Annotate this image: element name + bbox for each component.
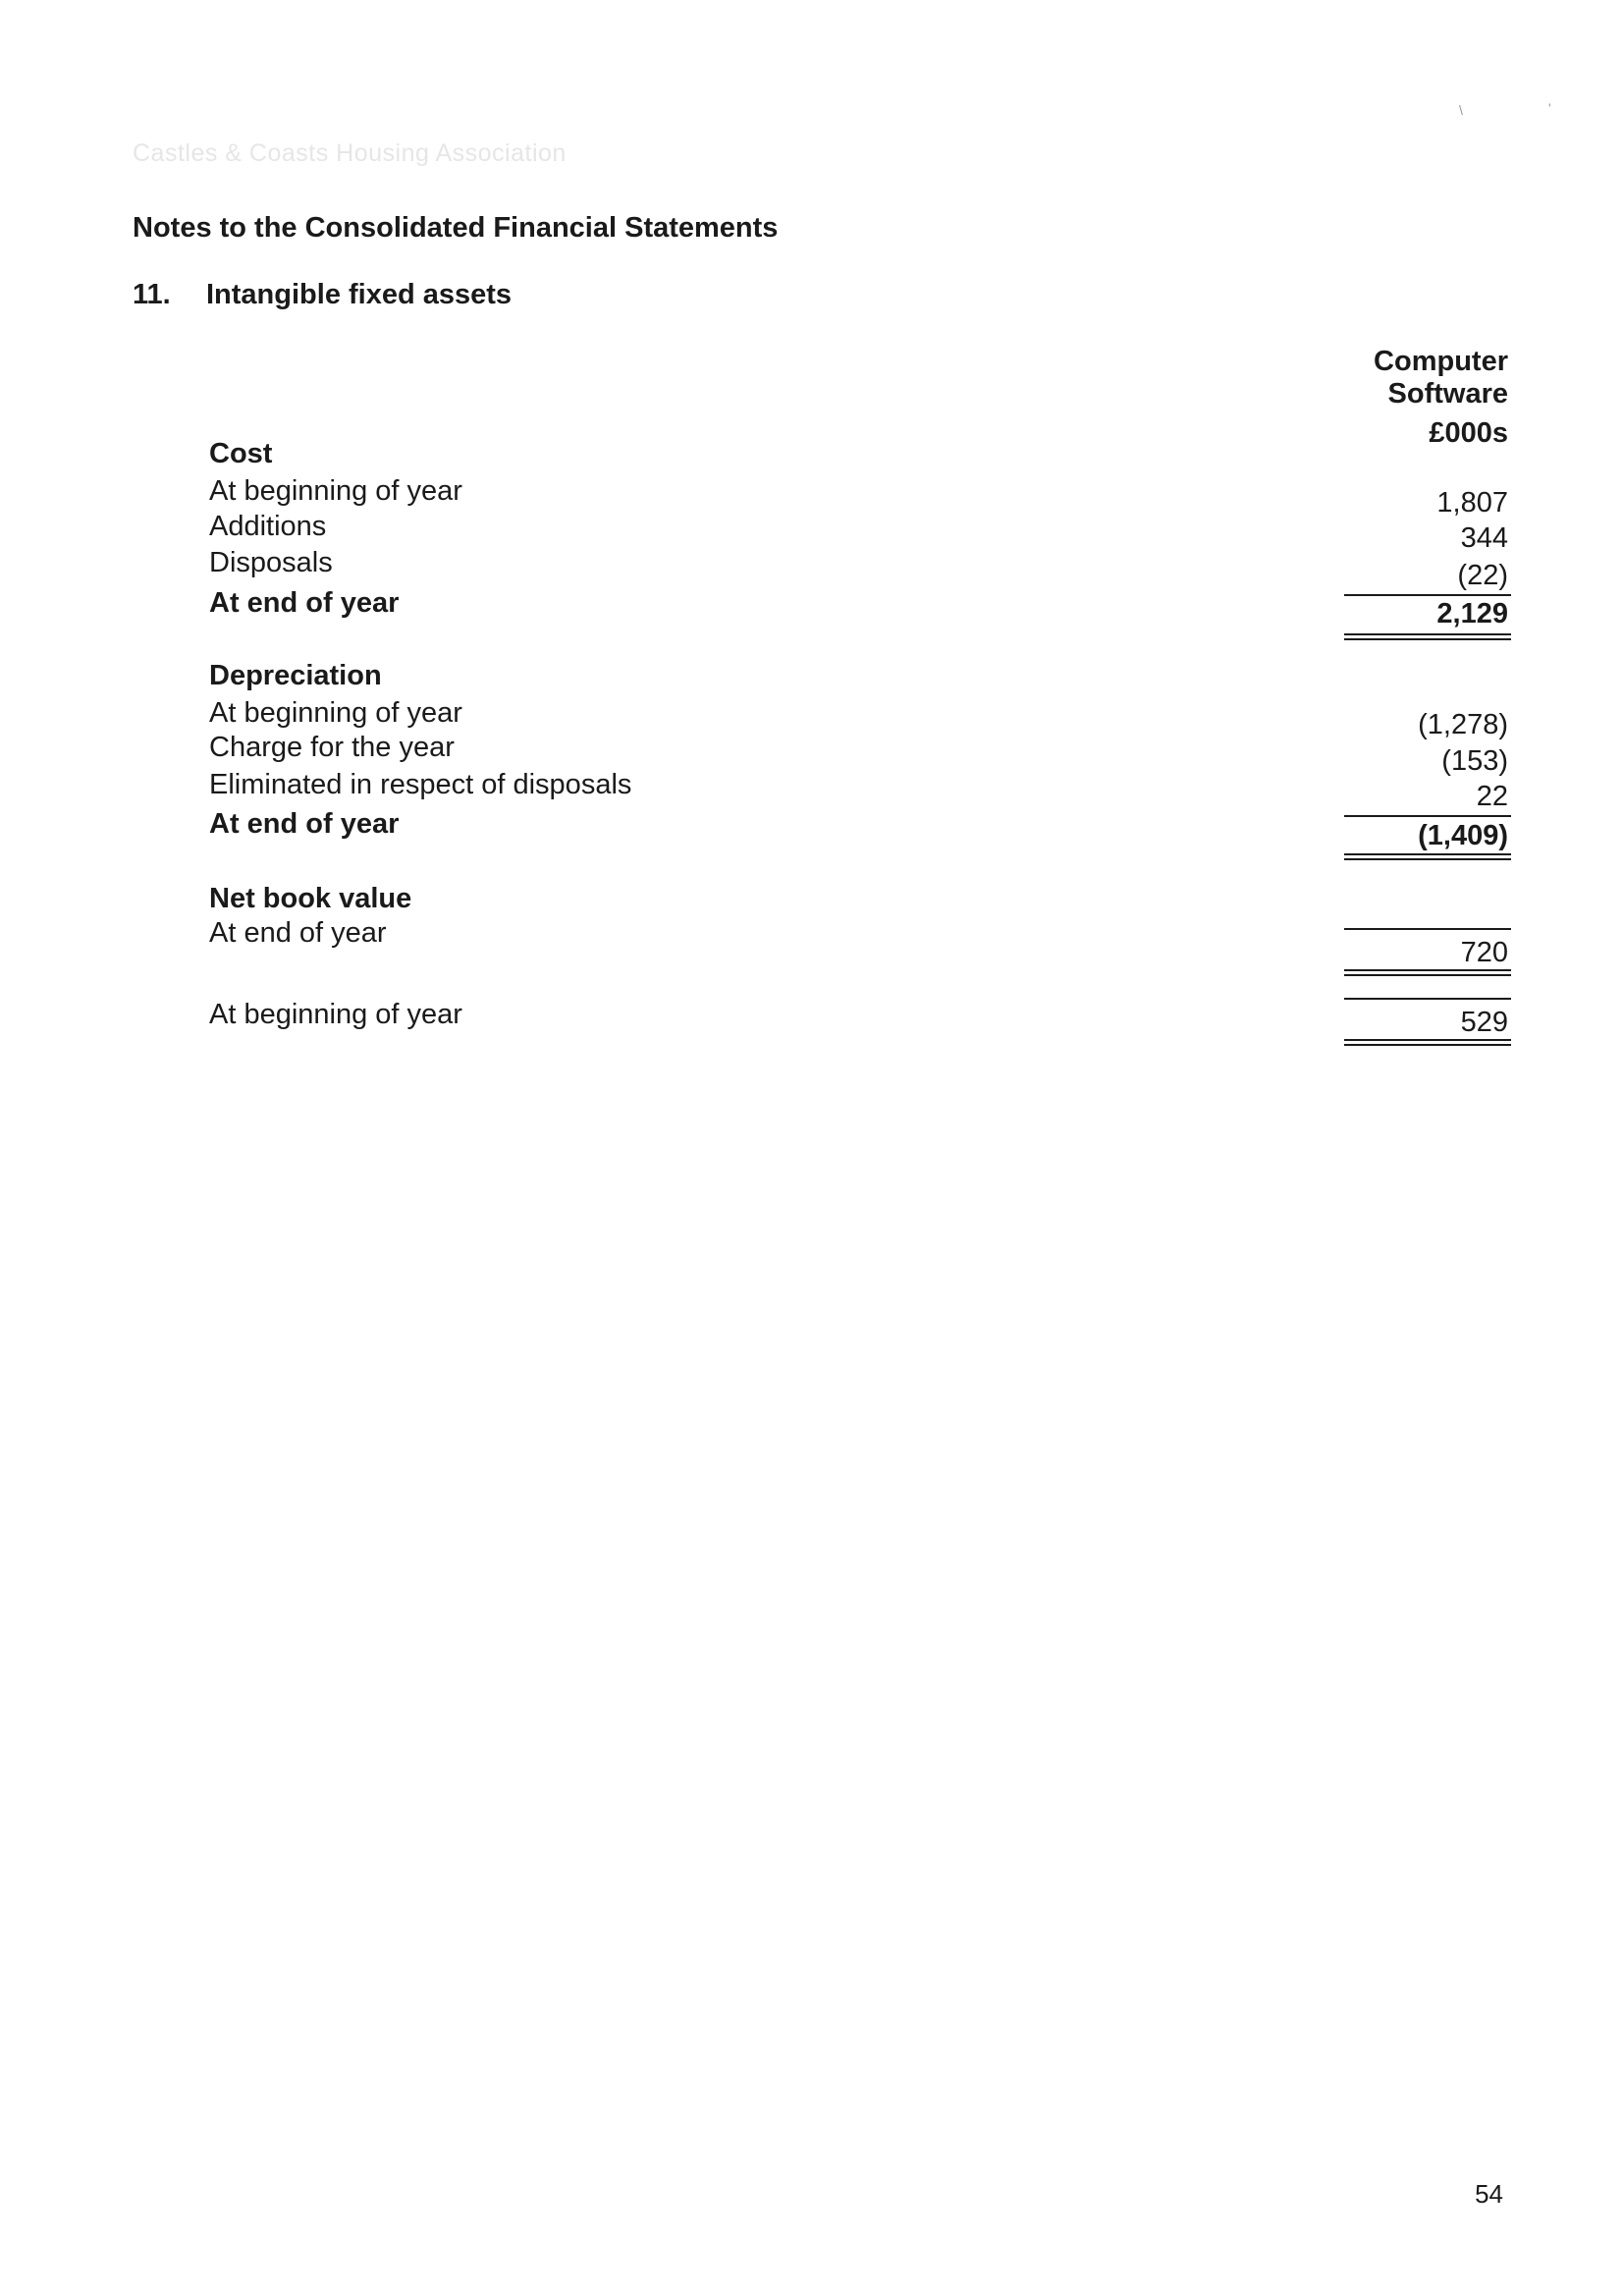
subtotal-rule <box>1344 998 1511 1000</box>
depreciation-row-value: (1,278) <box>1418 709 1508 740</box>
total-rule <box>1344 969 1511 971</box>
column-header-line2: Software <box>1387 378 1508 410</box>
total-rule <box>1344 853 1511 855</box>
cost-row-value: 344 <box>1460 522 1508 554</box>
depreciation-total-value: (1,409) <box>1418 820 1508 851</box>
depreciation-row-label: Eliminated in respect of disposals <box>209 769 632 800</box>
total-rule <box>1344 974 1511 976</box>
total-rule <box>1344 638 1511 640</box>
scan-mark: \ <box>1459 102 1463 118</box>
organisation-watermark: Castles & Coasts Housing Association <box>133 139 567 167</box>
subtotal-rule <box>1344 928 1511 930</box>
cost-total-label: At end of year <box>209 587 400 619</box>
cost-row-label: Disposals <box>209 547 333 578</box>
depreciation-row-value: 22 <box>1476 781 1508 812</box>
document-title: Notes to the Consolidated Financial Statements <box>133 212 779 244</box>
net-book-value-heading: Net book value <box>209 883 412 914</box>
note-title: Intangible fixed assets <box>206 279 513 310</box>
total-rule <box>1344 1039 1511 1041</box>
column-header-line1: Computer <box>1374 346 1508 377</box>
depreciation-heading: Depreciation <box>209 660 382 691</box>
cost-row-label: Additions <box>209 511 327 542</box>
total-rule <box>1344 1044 1511 1046</box>
cost-row-label: At beginning of year <box>209 475 462 507</box>
cost-total-value: 2,129 <box>1436 598 1508 629</box>
subtotal-rule <box>1344 594 1511 596</box>
depreciation-row-label: At beginning of year <box>209 697 462 729</box>
nbv-beginning-value: 529 <box>1460 1007 1508 1038</box>
scan-mark: ' <box>1548 100 1551 116</box>
page-number: 54 <box>1475 2179 1503 2209</box>
column-header-unit: £000s <box>1429 417 1508 449</box>
nbv-beginning-label: At beginning of year <box>209 999 462 1030</box>
total-rule <box>1344 858 1511 860</box>
cost-heading: Cost <box>209 438 273 469</box>
cost-row-value: (22) <box>1457 560 1508 591</box>
depreciation-total-label: At end of year <box>209 808 400 840</box>
note-number: 11. <box>133 279 171 310</box>
cost-row-value: 1,807 <box>1436 487 1508 519</box>
subtotal-rule <box>1344 815 1511 817</box>
depreciation-row-value: (153) <box>1441 745 1508 777</box>
nbv-end-value: 720 <box>1460 937 1508 968</box>
total-rule <box>1344 633 1511 635</box>
depreciation-row-label: Charge for the year <box>209 732 455 763</box>
nbv-end-label: At end of year <box>209 917 387 949</box>
